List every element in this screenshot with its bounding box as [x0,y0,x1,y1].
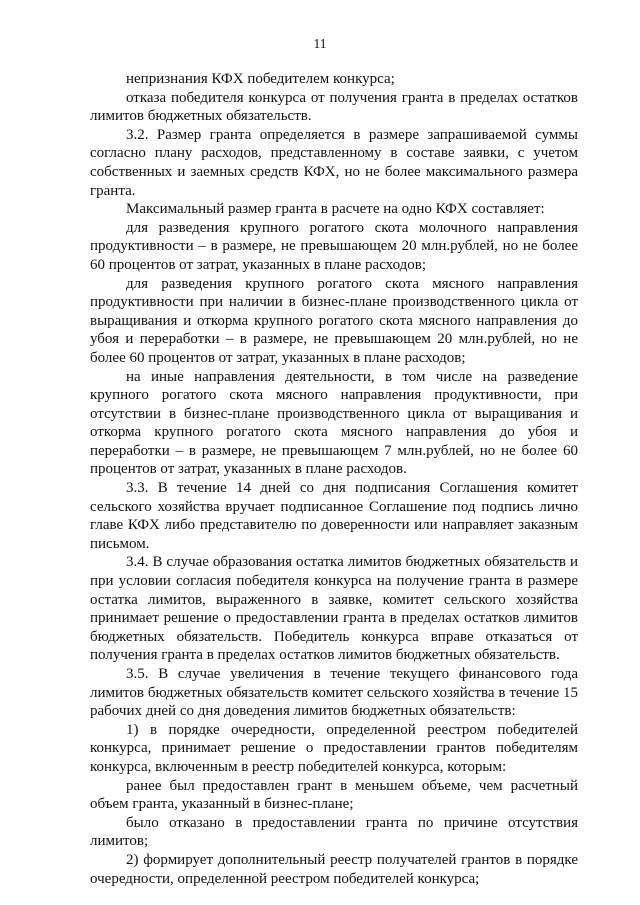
paragraph: отказа победителя конкурса от получения гранта в пределах остатков лимитов бюджетных обязательств. [90,89,578,125]
paragraph: Максимальный размер гранта в расчете на одно КФХ составляет: [126,201,545,218]
paragraph: ранее был предоставлен грант в меньшем объеме, чем расчетный объем гранта, указанный в бизнес-плане; [90,777,578,813]
paragraph: 2) формирует дополнительный реестр получателей грантов в порядке очередности, определенной реестром победителей конкурса; [90,851,578,887]
paragraph: для разведения крупного рогатого скота мясного направления продуктивности при наличии в бизнес-плане производственного цикла от выращивания и откорма крупного рогатого скота мясного направления до убоя и переработки – в размере, не превышающем 20 млн.рублей, но не более 60 процентов от затрат, указанных в плане расходов; [90,275,578,366]
paragraph: было отказано в предоставлении гранта по причине отсутствия лимитов; [90,814,578,850]
paragraph: для разведения крупного рогатого скота молочного направления продуктивности – в размере, не превышающем 20 млн.рублей, но не более 60 процентов от затрат, указанных в плане расходов; [90,219,578,273]
paragraph: непризнания КФХ победителем конкурса; [126,71,395,87]
paragraph: 3.2. Размер гранта определяется в размере запрашиваемой суммы согласно плану расходов, представленному в составе заявки, с учетом собственных и заемных средств КФХ, но не более максимального размера гранта. [90,126,578,199]
paragraph: 1) в порядке очередности, определенной реестром победителей конкурса, принимает решение о предоставлении грантов победителям конкурса, включенным в реестр победителей конкурса, которым: [90,721,578,775]
paragraph: 3.3. В течение 14 дней со дня подписания Соглашения комитет сельского хозяйства вручает подписанное Соглашение под подпись лично главе КФХ либо представителю по доверенности или направляет заказным письмом. [90,480,578,552]
paragraph: на иные направления деятельности, в том числе на разведение крупного рогатого скота мясного направления продуктивности, при отсутствии в бизнес-плане производственного цикла от выращивания и откорма крупного рогатого скота мясного направления до убоя и переработки – в размере, не превышающем 7 млн.рублей, но не более 60 процентов от затрат, указанных в плане расходов. [90,368,578,478]
document-body [90,70,578,888]
paragraph: 3.4. В случае образования остатка лимитов бюджетных обязательств и при условии согласия победителя конкурса на получение гранта в размере остатка лимитов, выраженного в заявке, комитет сельского хозяйства принимает решение о предоставлении гранта в пределах остатков лимитов бюджетных обязательств. Победитель конкурса вправе отказаться от получения гранта в пределах остатков лимитов бюджетных обязательств. [90,554,578,664]
page-number: 11 [313,36,327,51]
paragraph: 3.5. В случае увеличения в течение текущего финансового года лимитов бюджетных обязательств комитет сельского хозяйства в течение 15 рабочих дней со дня доведения лимитов бюджетных обязательств: [90,666,578,720]
